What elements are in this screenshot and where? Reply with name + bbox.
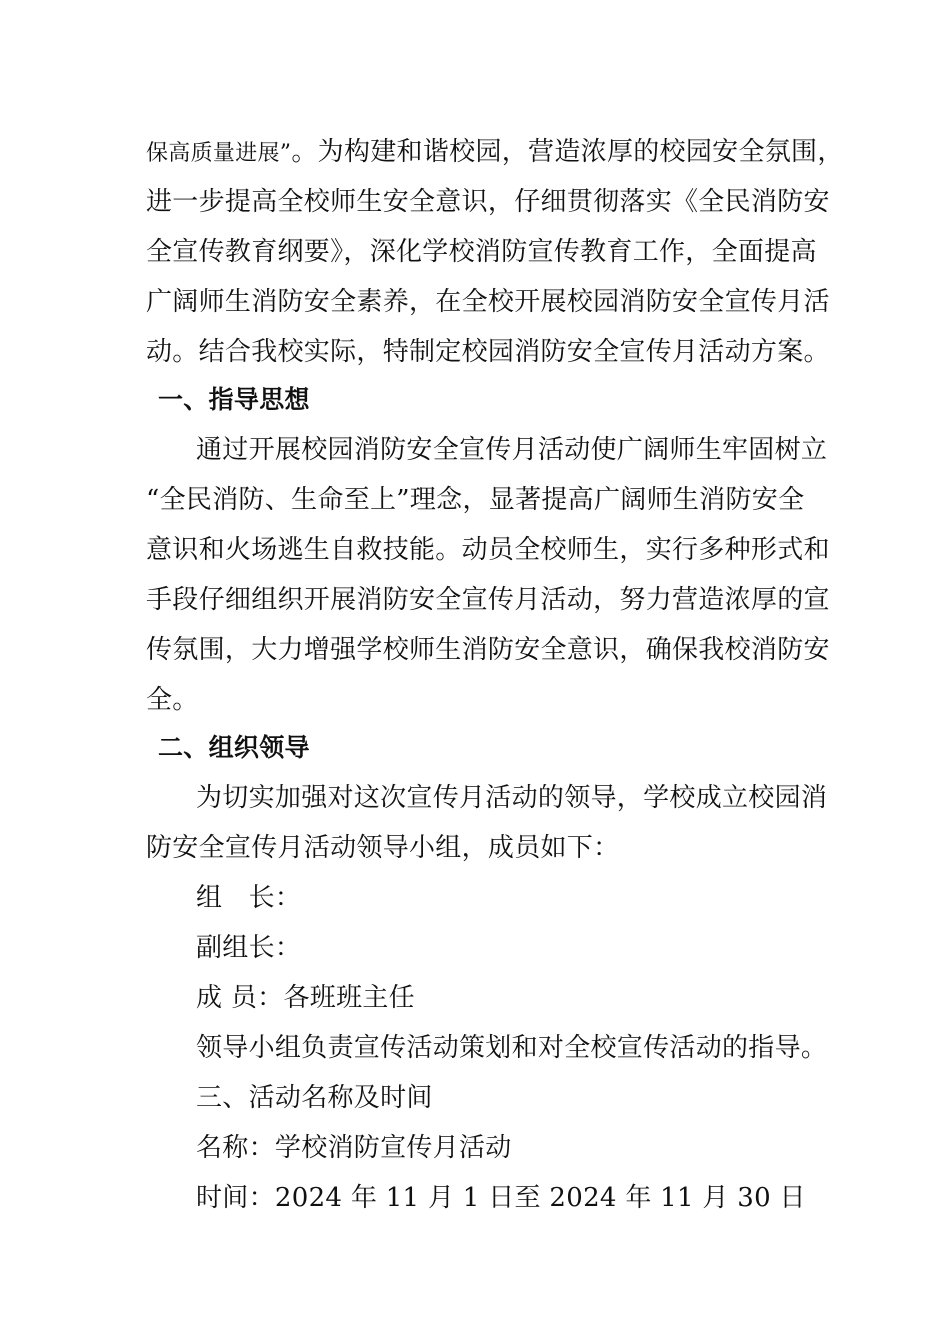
deputy-leader-line: 副组长：	[196, 933, 302, 963]
intro-line-4: 广阔师生消防安全素养，在全校开展校园消防安全宣传月活	[146, 287, 830, 317]
intro-line-1-part-b: 。为构建和谐校园，营造浓厚的校园安全氛围，	[291, 137, 844, 167]
section-2-line-2: 防安全宣传月活动领导小组，成员如下：	[146, 833, 620, 863]
section-1-line-2: “全民消防、生命至上”理念，显著提高广阔师生消防安全	[146, 485, 805, 515]
intro-line-1-part-a: 保高质量进展”	[146, 141, 292, 166]
group-leader-line: 组 长：	[196, 883, 302, 913]
activity-time-line: 时间：2024 年 11 月 1 日至 2024 年 11 月 30 日	[196, 1183, 806, 1213]
members-line: 成 员：各班班主任	[196, 983, 415, 1013]
activity-name-line: 名称：学校消防宣传月活动	[196, 1133, 512, 1163]
section-1-heading: 一、指导思想	[158, 385, 310, 414]
section-1-line-5: 传氛围，大力增强学校师生消防安全意识，确保我校消防安	[146, 635, 830, 665]
section-2-line-1: 为切实加强对这次宣传月活动的领导，学校成立校园消	[196, 783, 828, 813]
intro-line-2: 进一步提高全校师生安全意识，仔细贯彻落实《全民消防安	[146, 187, 830, 217]
intro-line-5: 动。结合我校实际，特制定校园消防安全宣传月活动方案。	[146, 337, 830, 367]
section-1-line-6: 全。	[146, 685, 199, 715]
intro-line-3: 全宣传教育纲要》，深化学校消防宣传教育工作，全面提高	[146, 237, 817, 267]
section-1-line-1: 通过开展校园消防安全宣传月活动使广阔师生牢固树立	[196, 435, 828, 465]
section-2-heading: 二、组织领导	[158, 733, 310, 762]
section-1-line-4: 手段仔细组织开展消防安全宣传月活动，努力营造浓厚的宣	[146, 585, 830, 615]
section-1-line-3: 意识和火场逃生自救技能。动员全校师生，实行多种形式和	[146, 535, 830, 565]
intro-line-1	[146, 136, 844, 170]
section-3-heading: 三、活动名称及时间	[196, 1083, 433, 1113]
duty-line: 领导小组负责宣传活动策划和对全校宣传活动的指导。	[196, 1033, 828, 1063]
